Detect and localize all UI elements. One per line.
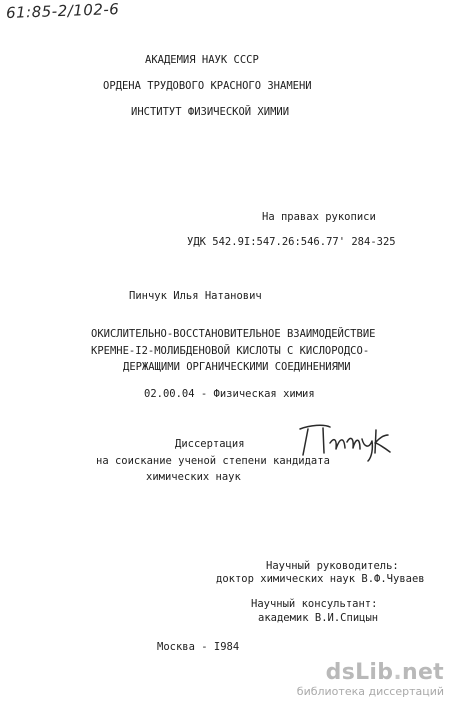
supervisor-label: Научный руководитель: — [266, 560, 399, 572]
dissertation-line-1: Диссертация — [175, 438, 245, 450]
header-line-2: ОРДЕНА ТРУДОВОГО КРАСНОГО ЗНАМЕНИ — [103, 80, 312, 92]
author-signature — [290, 415, 395, 465]
header-line-3: ИНСТИТУТ ФИЗИЧЕСКОЙ ХИМИИ — [131, 106, 290, 118]
manuscript-rights: На правах рукописи — [262, 211, 376, 223]
consultant-name: академик В.И.Спицын — [258, 612, 379, 624]
supervisor-name: доктор химических наук В.Ф.Чуваев — [216, 573, 425, 585]
udk-code: УДК 542.9I:547.26:546.77' 284-325 — [187, 236, 396, 248]
specialty: 02.00.04 - Физическая химия — [144, 388, 315, 400]
dissertation-line-3: химических наук — [146, 471, 241, 483]
consultant-label: Научный консультант: — [251, 598, 378, 610]
dissertation-line-2: на соискание ученой степени кандидата — [96, 455, 330, 467]
header-line-1: АКАДЕМИЯ НАУК СССР — [145, 54, 259, 66]
archive-mark: 61:85-2/102-6 — [5, 0, 120, 22]
watermark — [297, 661, 444, 698]
title-line-1: ОКИСЛИТЕЛЬНО-ВОССТАНОВИТЕЛЬНОЕ ВЗАИМОДЕЙСТВИЕ — [91, 328, 376, 340]
title-line-2: КРЕМНЕ-I2-МОЛИБДЕНОВОЙ КИСЛОТЫ С КИСЛОРОДСО- — [91, 345, 370, 357]
title-line-3: ДЕРЖАЩИМИ ОРГАНИЧЕСКИМИ СОЕДИНЕНИЯМИ — [123, 361, 351, 373]
author-name: Пинчук Илья Натанович — [129, 290, 262, 302]
watermark-subtitle: библиотека диссертаций — [296, 685, 444, 698]
watermark-logo: dsLib.net — [325, 660, 444, 685]
place-year: Москва - I984 — [157, 641, 240, 653]
